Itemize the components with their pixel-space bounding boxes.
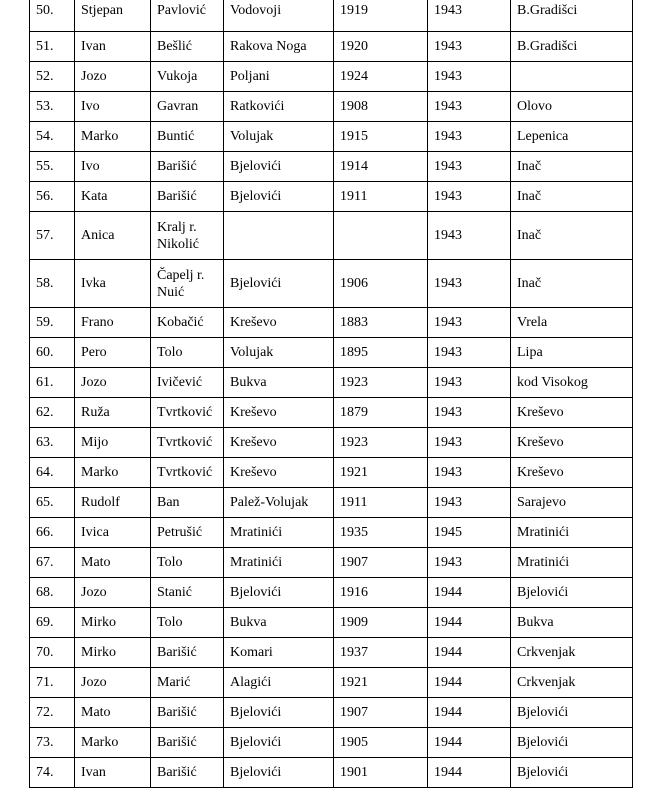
row-number-cell: 54. [30,122,75,152]
death-year-cell: 1943 [428,92,511,122]
death-place-cell: Mratinići [511,548,633,578]
table-row [30,308,633,338]
first-name-cell: Jozo [75,368,151,398]
death-place-cell: Lepenica [511,122,633,152]
first-name-cell: Mato [75,548,151,578]
row-number-cell: 71. [30,668,75,698]
table-row [30,428,633,458]
table-row [30,518,633,548]
birth-year-cell: 1923 [334,428,428,458]
last-name-cell: Petrušić [151,518,224,548]
last-name-cell: Gavran [151,92,224,122]
row-number-cell: 74. [30,758,75,788]
death-place-cell: Bjelovići [511,728,633,758]
birth-year-cell: 1911 [334,182,428,212]
table-row [30,62,633,92]
last-name-cell: Tvrtković [151,458,224,488]
death-year-cell: 1943 [428,182,511,212]
birth-year-cell: 1901 [334,758,428,788]
birth-year-cell: 1909 [334,608,428,638]
birthplace-cell: Mratinići [224,518,334,548]
first-name-cell: Ivo [75,152,151,182]
first-name-cell: Ivica [75,518,151,548]
death-place-cell: Lipa [511,338,633,368]
last-name-cell: Barišić [151,638,224,668]
table-row [30,458,633,488]
last-name-cell: Kobačić [151,308,224,338]
table-row [30,32,633,62]
row-number-cell: 69. [30,608,75,638]
first-name-cell: Jozo [75,62,151,92]
birthplace-cell: Vodovoji [224,0,334,32]
birth-year-cell: 1879 [334,398,428,428]
birthplace-cell: Rakova Noga [224,32,334,62]
birth-year-cell: 1920 [334,32,428,62]
first-name-cell: Frano [75,308,151,338]
first-name-cell: Marko [75,728,151,758]
death-year-cell: 1943 [428,458,511,488]
death-place-cell: B.Gradišci [511,0,633,32]
last-name-cell: Tolo [151,338,224,368]
first-name-cell: Mijo [75,428,151,458]
birthplace-cell: Poljani [224,62,334,92]
last-name-cell: Tvrtković [151,428,224,458]
death-year-cell: 1943 [428,428,511,458]
first-name-cell: Jozo [75,668,151,698]
birth-year-cell: 1921 [334,458,428,488]
death-year-cell: 1944 [428,728,511,758]
last-name-cell: Marić [151,668,224,698]
row-number-cell: 64. [30,458,75,488]
first-name-cell: Ivan [75,32,151,62]
row-number-cell: 57. [30,212,75,260]
first-name-cell: Pero [75,338,151,368]
death-place-cell: Sarajevo [511,488,633,518]
table-row [30,212,633,260]
last-name-cell: Vukoja [151,62,224,92]
death-place-cell: Bjelovići [511,758,633,788]
row-number-cell: 63. [30,428,75,458]
death-place-cell: Crkvenjak [511,668,633,698]
first-name-cell: Mirko [75,608,151,638]
death-year-cell: 1944 [428,638,511,668]
death-place-cell: Inač [511,212,633,260]
table-row [30,728,633,758]
row-number-cell: 61. [30,368,75,398]
birthplace-cell: Kreševo [224,458,334,488]
last-name-cell: Ivičević [151,368,224,398]
birthplace-cell: Ratkovići [224,92,334,122]
last-name-cell: Barišić [151,152,224,182]
row-number-cell: 59. [30,308,75,338]
death-year-cell: 1943 [428,32,511,62]
first-name-cell: Jozo [75,578,151,608]
table-row [30,578,633,608]
row-number-cell: 73. [30,728,75,758]
birth-year-cell: 1895 [334,338,428,368]
row-number-cell: 58. [30,260,75,308]
death-place-cell [511,62,633,92]
row-number-cell: 62. [30,398,75,428]
birthplace-cell: Bukva [224,608,334,638]
death-year-cell: 1943 [428,338,511,368]
death-year-cell: 1944 [428,578,511,608]
death-year-cell: 1943 [428,62,511,92]
last-name-cell: Tolo [151,548,224,578]
birthplace-cell [224,212,334,260]
table-row [30,758,633,788]
row-number-cell: 56. [30,182,75,212]
death-year-cell: 1944 [428,758,511,788]
birth-year-cell: 1915 [334,122,428,152]
death-year-cell: 1943 [428,0,511,32]
death-year-cell: 1945 [428,518,511,548]
death-place-cell: Kreševo [511,428,633,458]
last-name-cell: Tvrtković [151,398,224,428]
death-place-cell: Mratinići [511,518,633,548]
last-name-cell: Barišić [151,758,224,788]
table-row [30,152,633,182]
death-year-cell: 1943 [428,548,511,578]
first-name-cell: Mato [75,698,151,728]
row-number-cell: 50. [30,0,75,32]
table-row [30,488,633,518]
row-number-cell: 53. [30,92,75,122]
birth-year-cell: 1923 [334,368,428,398]
first-name-cell: Mirko [75,638,151,668]
first-name-cell: Marko [75,122,151,152]
death-place-cell: B.Gradišci [511,32,633,62]
table-row [30,368,633,398]
row-number-cell: 70. [30,638,75,668]
death-place-cell: Inač [511,260,633,308]
birth-year-cell: 1916 [334,578,428,608]
row-number-cell: 65. [30,488,75,518]
table-row [30,92,633,122]
table-row [30,548,633,578]
birth-year-cell: 1908 [334,92,428,122]
table-row [30,0,633,32]
birth-year-cell: 1937 [334,638,428,668]
death-year-cell: 1944 [428,698,511,728]
table-row [30,638,633,668]
last-name-cell: Pavlović [151,0,224,32]
row-number-cell: 52. [30,62,75,92]
birthplace-cell: Bukva [224,368,334,398]
birthplace-cell: Palež-Volujak [224,488,334,518]
death-place-cell: Inač [511,152,633,182]
birthplace-cell: Volujak [224,122,334,152]
table-row [30,698,633,728]
victims-table [29,0,633,788]
last-name-cell: Čapelj r. Nuić [151,260,224,308]
birthplace-cell: Bjelovići [224,728,334,758]
death-place-cell: Crkvenjak [511,638,633,668]
last-name-cell: Tolo [151,608,224,638]
row-number-cell: 72. [30,698,75,728]
death-place-cell: Bukva [511,608,633,638]
table-row [30,260,633,308]
death-year-cell: 1943 [428,212,511,260]
birthplace-cell: Bjelovići [224,578,334,608]
first-name-cell: Ruža [75,398,151,428]
first-name-cell: Ivka [75,260,151,308]
death-year-cell: 1944 [428,608,511,638]
death-place-cell: Olovo [511,92,633,122]
row-number-cell: 67. [30,548,75,578]
birthplace-cell: Bjelovići [224,152,334,182]
first-name-cell: Kata [75,182,151,212]
last-name-cell: Barišić [151,698,224,728]
birthplace-cell: Bjelovići [224,260,334,308]
last-name-cell: Barišić [151,182,224,212]
table-row [30,668,633,698]
last-name-cell: Kralj r. Nikolić [151,212,224,260]
death-place-cell: Inač [511,182,633,212]
birth-year-cell: 1921 [334,668,428,698]
birthplace-cell: Kreševo [224,308,334,338]
table-row [30,398,633,428]
row-number-cell: 68. [30,578,75,608]
death-year-cell: 1943 [428,488,511,518]
death-place-cell: kod Visokog [511,368,633,398]
birth-year-cell: 1906 [334,260,428,308]
last-name-cell: Barišić [151,728,224,758]
table-row [30,338,633,368]
death-year-cell: 1943 [428,152,511,182]
birthplace-cell: Bjelovići [224,758,334,788]
row-number-cell: 55. [30,152,75,182]
first-name-cell: Rudolf [75,488,151,518]
birth-year-cell: 1924 [334,62,428,92]
first-name-cell: Marko [75,458,151,488]
row-number-cell: 51. [30,32,75,62]
first-name-cell: Ivan [75,758,151,788]
row-number-cell: 66. [30,518,75,548]
death-year-cell: 1943 [428,260,511,308]
birth-year-cell: 1907 [334,548,428,578]
last-name-cell: Bešlić [151,32,224,62]
birth-year-cell: 1905 [334,728,428,758]
birthplace-cell: Volujak [224,338,334,368]
death-place-cell: Bjelovići [511,578,633,608]
row-number-cell: 60. [30,338,75,368]
table-row [30,182,633,212]
death-place-cell: Kreševo [511,398,633,428]
first-name-cell: Anica [75,212,151,260]
birth-year-cell: 1907 [334,698,428,728]
birth-year-cell: 1919 [334,0,428,32]
birthplace-cell: Mratinići [224,548,334,578]
last-name-cell: Ban [151,488,224,518]
table-body [30,0,633,788]
birthplace-cell: Bjelovići [224,182,334,212]
death-place-cell: Vrela [511,308,633,338]
birthplace-cell: Kreševo [224,428,334,458]
death-place-cell: Kreševo [511,458,633,488]
birthplace-cell: Komari [224,638,334,668]
table-row [30,608,633,638]
birth-year-cell: 1935 [334,518,428,548]
birth-year-cell: 1911 [334,488,428,518]
death-year-cell: 1943 [428,122,511,152]
death-place-cell: Bjelovići [511,698,633,728]
birth-year-cell: 1883 [334,308,428,338]
birthplace-cell: Alagići [224,668,334,698]
birth-year-cell: 1914 [334,152,428,182]
birthplace-cell: Bjelovići [224,698,334,728]
first-name-cell: Stjepan [75,0,151,32]
death-year-cell: 1943 [428,398,511,428]
birth-year-cell [334,212,428,260]
death-year-cell: 1943 [428,368,511,398]
first-name-cell: Ivo [75,92,151,122]
birthplace-cell: Kreševo [224,398,334,428]
death-year-cell: 1944 [428,668,511,698]
last-name-cell: Buntić [151,122,224,152]
table-row [30,122,633,152]
last-name-cell: Stanić [151,578,224,608]
death-year-cell: 1943 [428,308,511,338]
